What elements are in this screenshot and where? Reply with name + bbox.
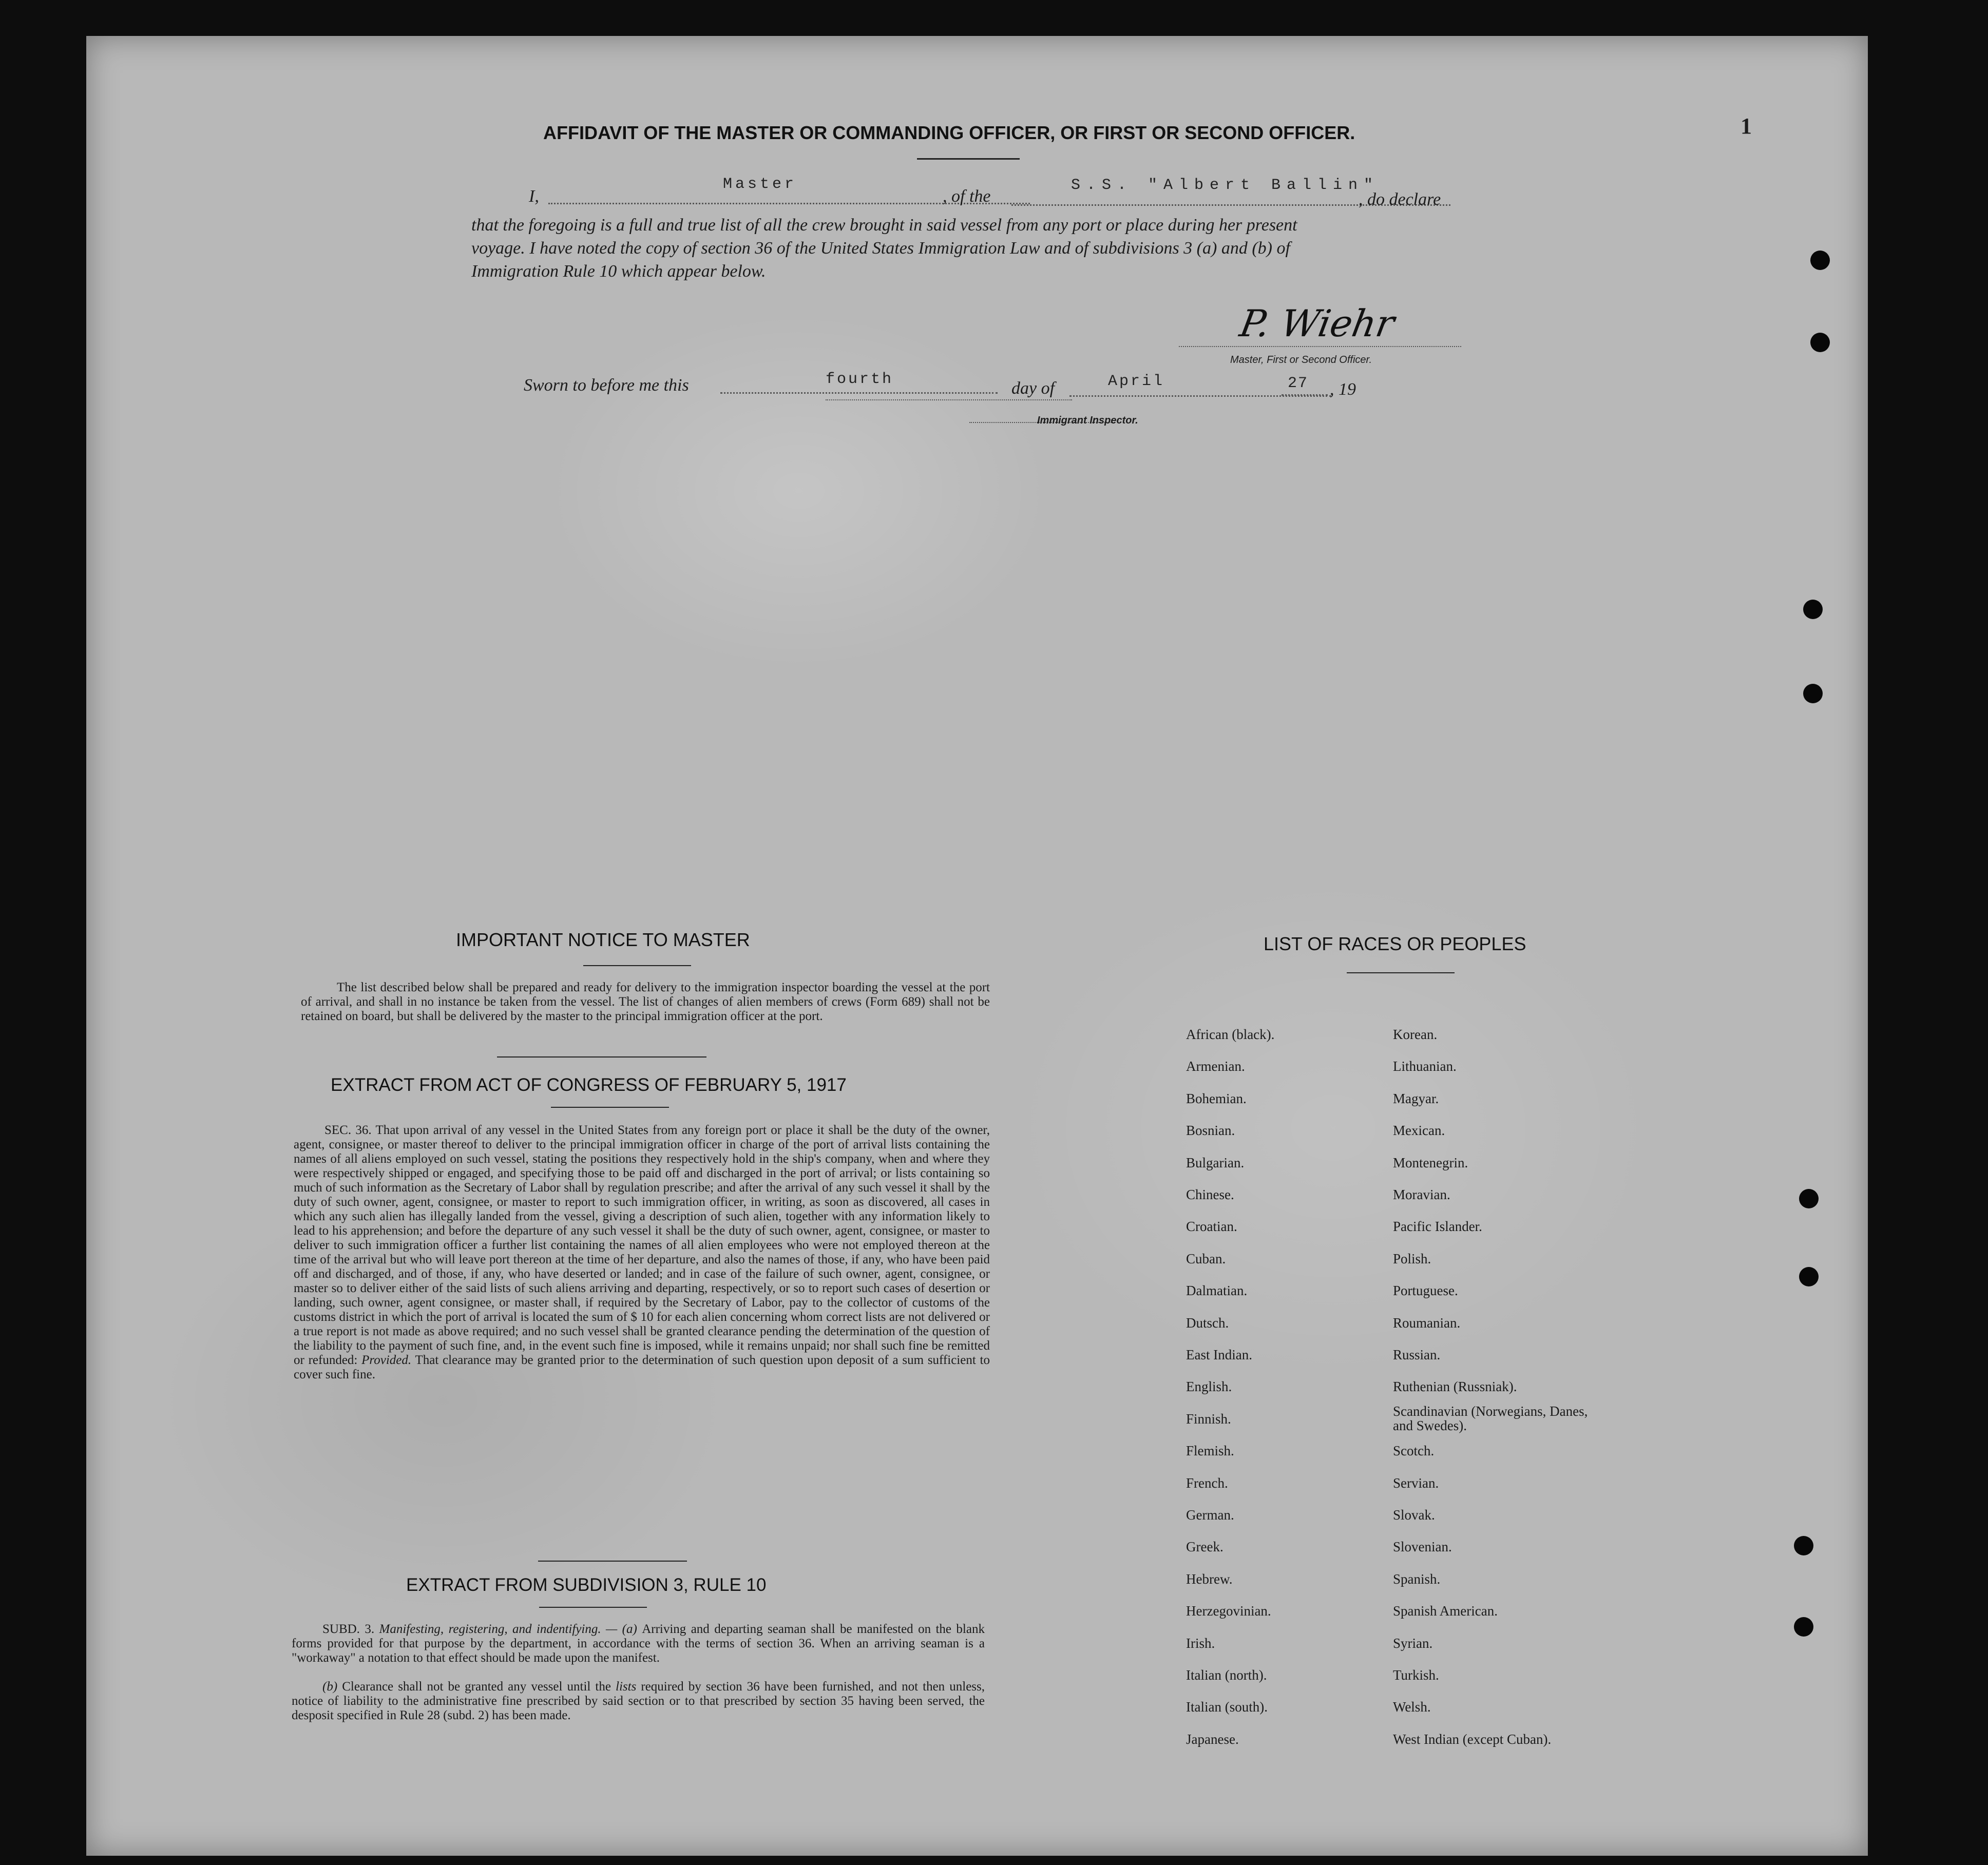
race-item: Italian (south). [1186,1699,1268,1715]
rule-text-b [292,1680,985,1723]
act-provided: Provided. [361,1353,412,1367]
act-body-end: That clearance may be granted prior to the determination of such question upon deposit of a sum sufficient to cover such fine. [294,1353,990,1381]
race-item: Scandinavian (Norwegians, Danes, and Swedes). [1393,1403,1588,1433]
race-item: Bohemian. [1186,1090,1247,1106]
race-item: Mexican. [1393,1123,1445,1139]
title-rule [917,158,1020,160]
subd-label: SUBD. 3. [322,1622,375,1636]
race-item: Slovak. [1393,1507,1435,1523]
vessel-field-value: S.S. "Albert Ballin" [1071,177,1380,194]
race-item: East Indian. [1186,1347,1252,1362]
signature-caption: Master, First or Second Officer. [1230,354,1372,366]
race-item: Moravian. [1393,1187,1450,1202]
race-item: Scotch. [1393,1443,1435,1459]
notice-rule [583,965,691,966]
binder-hole [1810,251,1830,270]
year-field-value: 27 [1288,375,1309,392]
race-item: Roumanian. [1393,1315,1461,1331]
do-declare-label: , do declare [1359,190,1441,209]
race-item: Spanish. [1393,1571,1441,1587]
inspector-caption: Immigrant Inspector. [1037,415,1138,426]
master-signature: P. Wiehr [1236,302,1398,345]
year-field-line [1282,394,1328,396]
notice-title: IMPORTANT NOTICE TO MASTER [456,929,750,950]
race-item: Polish. [1393,1251,1431,1266]
act-rule [551,1107,669,1108]
subd-part-b-1: Clearance shall not be granted any vessel until the [337,1680,616,1694]
officer-field-value: Master [723,176,797,193]
race-item: Bulgarian. [1186,1155,1245,1170]
race-item: Irish. [1186,1635,1215,1651]
notice-end-rule [497,1056,706,1058]
race-item: Japanese. [1186,1731,1239,1747]
day-field-value: fourth [826,371,894,388]
race-item: Servian. [1393,1475,1439,1491]
race-item: Italian (north). [1186,1667,1267,1683]
race-item: English. [1186,1379,1232,1395]
subd-part-b-label: (b) [322,1680,338,1694]
race-item: Syrian. [1393,1635,1433,1651]
act-title: EXTRACT FROM ACT OF CONGRESS OF FEBRUARY 5, 1917 [331,1075,847,1095]
race-item: Ruthenian (Russniak). [1393,1379,1517,1395]
race-item: African (black). [1186,1027,1275,1042]
race-item: Croatian. [1186,1219,1237,1235]
binder-hole [1799,1189,1819,1208]
binder-hole [1803,684,1823,703]
race-item: Korean. [1393,1027,1438,1042]
affidavit-line-3: voyage. I have noted the copy of section 36 of the United States Immigration Law and of subdivisions 3 (a) and (b) of [471,239,1290,258]
race-item: Welsh. [1393,1699,1431,1715]
race-item: Montenegrin. [1393,1155,1468,1170]
races-title: LIST OF RACES OR PEOPLES [1264,933,1526,954]
race-item: Greek. [1186,1539,1224,1555]
affidavit-line-2: that the foregoing is a full and true list of all the crew brought in said vessel from any port or place during her present [471,216,1297,235]
affidavit-title: AFFIDAVIT OF THE MASTER OR COMMANDING OFFICER, OR FIRST OR SECOND OFFICER. [543,122,1355,143]
race-item: Pacific Islander. [1393,1219,1482,1235]
rule-title-rule [539,1607,647,1608]
sworn-label: Sworn to before me this [524,376,689,395]
races-rule [1347,972,1455,973]
year-prefix: , 19 [1330,380,1356,399]
of-the-label: , of the [943,187,991,206]
race-item: Spanish American. [1393,1603,1498,1619]
affidavit-pronoun: I, [529,187,539,206]
race-item: Finnish. [1186,1411,1231,1427]
race-item: Lithuanian. [1393,1059,1457,1074]
race-item: French. [1186,1475,1228,1491]
subd-part-b-2: required by section 36 have been furnished, and not then unless, notice of liability to the administrative fine prescribed by said section or to that prescribed by section 35 having been served, the desposit specified in Rule 28 (subd. 2) has been made. [292,1680,985,1722]
race-item: Herzegovinian. [1186,1603,1271,1619]
day-of-label: day of [1011,379,1055,398]
race-item: Flemish. [1186,1443,1234,1459]
rule-text-a [292,1622,985,1665]
race-item: German. [1186,1507,1234,1523]
document-page [86,36,1868,1856]
act-end-rule [538,1561,687,1562]
race-item: Magyar. [1393,1090,1439,1106]
binder-hole [1794,1536,1813,1555]
signature-line [1179,346,1461,347]
race-item: Armenian. [1186,1059,1245,1074]
subd-part-a: Arriving and departing seaman shall be manifested on the blank forms provided for that purpose by the department, in accordance with the terms of section 36. When an arriving seaman is a "workaway" a notation to that effect should be made upon the manifest. [292,1622,985,1665]
race-item: Dalmatian. [1186,1283,1248,1299]
binder-hole [1799,1267,1819,1286]
month-field-value: April [1108,373,1165,390]
race-item: Turkish. [1393,1667,1439,1683]
race-item: West Indian (except Cuban). [1393,1731,1552,1747]
race-item: Russian. [1393,1347,1441,1362]
race-item: Chinese. [1186,1187,1234,1202]
day-field-line [720,392,998,394]
binder-hole [1810,333,1830,352]
race-item: Hebrew. [1186,1571,1233,1587]
race-item: Dutsch. [1186,1315,1229,1331]
subd-part-b-lists: lists [616,1680,637,1694]
race-item: Bosnian. [1186,1123,1235,1139]
binder-hole [1794,1617,1813,1637]
page-mark: 1 [1741,113,1752,139]
race-item: Cuban. [1186,1251,1226,1266]
affidavit-line-4: Immigration Rule 10 which appear below. [471,262,766,281]
inspector-line-upper [826,399,1072,400]
act-text [294,1123,990,1382]
rule-title: EXTRACT FROM SUBDIVISION 3, RULE 10 [406,1575,767,1595]
race-item: Portuguese. [1393,1283,1458,1299]
act-body: SEC. 36. That upon arrival of any vessel in the United States from any foreign port or place it shall be the duty of the owner, agent, consignee, or master thereof to deliver to the principal immigration officer in charge of the port of arrival lists containing the names of all aliens employed on such vessel, stating the positions they respectively hold in the ship's company, when and where they were respectively shipped or engaged, and specifying those to be paid off and discharged in the port of arrival; or lists containing so much of such information as the Secretary of Labor shall by regulation prescribe; and after the arrival of any such vessel it shall by the duty of such owner, agent, consignee, or master to report to such immigration officer, in writing, as soon as discovered, all cases in which any such alien has illegally landed from the vessel, giving a description of such alien, together with any information likely to lead to his apprehension; and before the departure of any such vessel it shall be the duty of such owner, agent, consignee, or master to deliver to such immigration officer a further list containing the names of all alien employees who were not employed thereon at the time of the arrival but who will leave port thereon at the time of her departure, and also the names of those, if any, who have been paid off and discharged, and of those, if any, who have deserted or landed; and in case of the failure of such owner, agent, consignee, or master so to deliver either of the said lists of such aliens arriving and departing, respectively, or so to report such cases of desertion or landing, such owner, agent consignee, or master shall, if required by the Secretary of Labor, pay to the collector of customs of the customs district in which the port of arrival is located the sum of $ 10 for each alien concerning whom correct lists are not delivered or a true report is not made as above required; and no such vessel shall be granted clearance pending the determination of the question of the liability to the payment of such fine, and, in the event such fine is imposed, while it remains unpaid; nor shall such fine be remitted or refunded: [294,1123,990,1367]
race-item: Slovenian. [1393,1539,1452,1555]
subd-part-a-intro: — (a) [601,1622,642,1636]
notice-text: The list described below shall be prepared and ready for delivery to the immigration inspector boarding the vessel at the port of arrival, and shall in no instance be taken from the vessel. The list of changes of alien members of crews (Form 689) shall not be retained on board, but shall be delivered by the master to the principal immigration officer at the port. [301,980,990,1023]
subd-title: Manifesting, registering, and indentifying. [379,1622,601,1636]
binder-hole [1803,600,1823,619]
